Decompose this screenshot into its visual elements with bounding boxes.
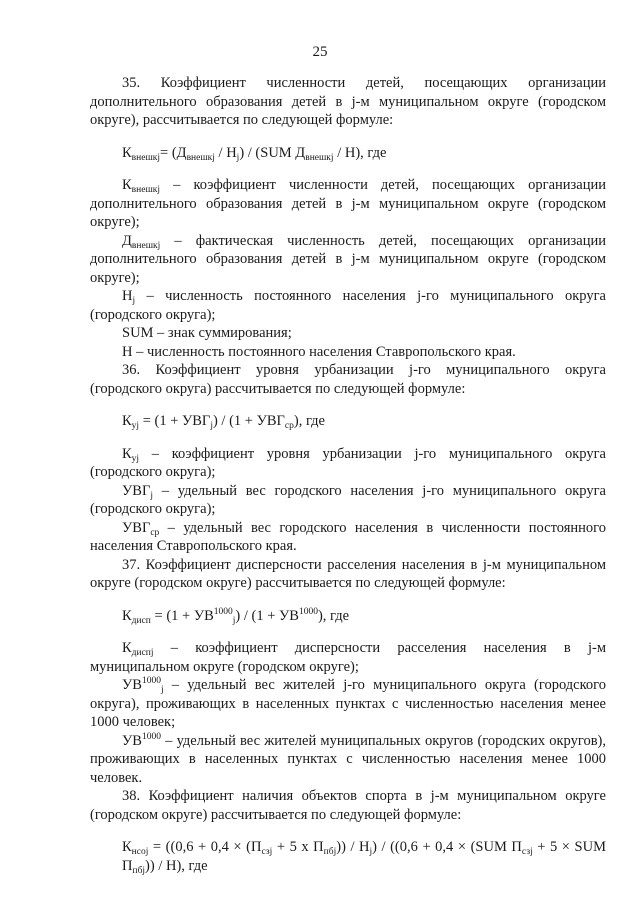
- subscript: дисп: [131, 615, 151, 626]
- text-run: ) / (SUM Д: [239, 144, 306, 161]
- text-run: + 5 x П: [272, 839, 324, 855]
- paragraph: [90, 176, 606, 232]
- subscript: внешкj: [186, 152, 215, 163]
- paragraph: [90, 556, 606, 593]
- text-run: К: [122, 413, 132, 429]
- text-run: / H: [214, 144, 237, 161]
- formula: [90, 607, 606, 626]
- text-run: К: [122, 177, 132, 193]
- text-run: = (Д: [160, 144, 187, 161]
- text-run: 38. Коэффициент наличия объектов спорта в j-м муниципальном округе (городском округе) рассчитывается по следующей формуле:: [90, 788, 606, 823]
- paragraph: [90, 787, 606, 824]
- text-run: H: [122, 288, 133, 304]
- paragraph: [90, 482, 606, 519]
- paragraph: [90, 639, 606, 676]
- text-run: )) / H: [336, 839, 370, 855]
- text-run: ) / (1 + УВ: [235, 607, 299, 624]
- text-run: К: [122, 839, 132, 855]
- text-run: УВ: [122, 732, 142, 749]
- superscript: 1000: [298, 606, 318, 617]
- superscript: 1000: [141, 676, 161, 686]
- text-run: К: [122, 640, 132, 656]
- subscript: внешкj: [131, 240, 161, 251]
- text-run: ) / (1 + УВГ: [212, 413, 285, 429]
- superscript: 1000: [213, 606, 233, 617]
- text-run: – фактическая численность детей, посещающих организации дополнительного образования детей в j-м муниципальном округе (городском округе);: [90, 232, 606, 286]
- text-run: – коэффициент дисперсности расселения населения в j-м муниципальном округе (городском округе);: [90, 640, 606, 675]
- text-run: / H), где: [333, 144, 387, 161]
- paragraph: [90, 324, 606, 343]
- text-run: Д: [122, 232, 132, 249]
- text-run: ), где: [293, 413, 325, 429]
- paragraph: [90, 519, 606, 556]
- text-run: = ((0,6 + 0,4 × (П: [148, 839, 262, 855]
- subscript: j: [236, 152, 240, 163]
- text-run: – удельный вес жителей муниципальных округов (городских округов), проживающих в населенных пунктах с численностью населения менее 1000 человек.: [90, 732, 606, 786]
- paragraph: [90, 676, 606, 732]
- paragraph: [90, 287, 606, 324]
- formula: [90, 838, 606, 875]
- subscript: пбj: [323, 847, 337, 857]
- subscript: ср: [150, 527, 160, 538]
- paragraph: [90, 343, 606, 362]
- text-run: + 5 × SUM П: [122, 839, 606, 874]
- text-run: К: [122, 445, 132, 462]
- paragraph: [90, 232, 606, 288]
- subscript: j: [160, 685, 164, 695]
- formula: [90, 144, 606, 163]
- text-run: 36. Коэффициент уровня урбанизации j-го муниципального округа (городского округа) рассчитывается по следующей формуле:: [90, 362, 606, 397]
- subscript: уj: [131, 453, 140, 464]
- text-run: УВ: [122, 677, 142, 693]
- subscript: j: [210, 421, 213, 431]
- text-run: H – численность постоянного населения Ставропольского края.: [122, 343, 516, 360]
- subscript: j: [369, 847, 373, 857]
- subscript: сзj: [261, 847, 273, 857]
- text-run: – удельный вес жителей j-го муниципального округа (городского округа), проживающих в населенных пунктах с численностью населения менее 1000 человек;: [90, 677, 606, 730]
- text-run: К: [122, 144, 132, 161]
- paragraph: [90, 361, 606, 398]
- subscript: внешкj: [131, 185, 161, 195]
- document-body: [90, 74, 606, 889]
- formula: [90, 412, 606, 431]
- text-run: ) / ((0,6 + 0,4 × (SUM П: [372, 839, 522, 855]
- text-run: SUM – знак суммирования;: [122, 325, 292, 341]
- subscript: сзj: [521, 847, 533, 857]
- subscript: уj: [131, 421, 140, 431]
- page-number: 25: [312, 44, 328, 60]
- paragraph: [90, 74, 606, 130]
- text-run: УВГ: [122, 482, 151, 499]
- paragraph: [90, 445, 606, 482]
- text-run: = (1 + УВ: [150, 607, 214, 624]
- subscript: j: [232, 615, 236, 626]
- text-run: – удельный вес городского населения в численности постоянного населения Ставропольского края.: [90, 519, 606, 554]
- text-run: – удельный вес городского населения j-го муниципального округа (городского округа);: [90, 482, 606, 517]
- text-run: – коэффициент численности детей, посещающих организации дополнительного образования детей в j-м муниципальном округе (городском округе);: [90, 177, 606, 230]
- text-run: К: [122, 607, 132, 624]
- text-run: )) / H), где: [145, 857, 208, 874]
- subscript: диспj: [131, 648, 154, 658]
- text-run: – численность постоянного населения j-го муниципального округа (городского округа);: [90, 288, 606, 323]
- subscript: нсоj: [131, 847, 149, 857]
- paragraph: [90, 732, 606, 788]
- subscript: внешкj: [305, 152, 334, 163]
- text-run: 37. Коэффициент дисперсности расселения населения в j-м муниципальном округе (городском округе) рассчитывается по следующей формуле:: [90, 556, 606, 591]
- text-run: = (1 + УВГ: [139, 413, 211, 429]
- subscript: ср: [284, 421, 294, 431]
- superscript: 1000: [141, 731, 161, 742]
- text-run: – коэффициент уровня урбанизации j-го муниципального округа (городского округа);: [90, 445, 606, 480]
- subscript: j: [150, 490, 153, 501]
- text-run: 35. Коэффициент численности детей, посещающих организации дополнительного образования детей в j-м муниципальном округе (городском округе), рассчитывается по следующей формуле:: [90, 75, 606, 128]
- subscript: пбj: [132, 865, 146, 876]
- subscript: внешкj: [131, 152, 161, 163]
- subscript: j: [132, 296, 136, 306]
- text-run: ), где: [317, 607, 350, 624]
- text-run: УВГ: [122, 519, 151, 536]
